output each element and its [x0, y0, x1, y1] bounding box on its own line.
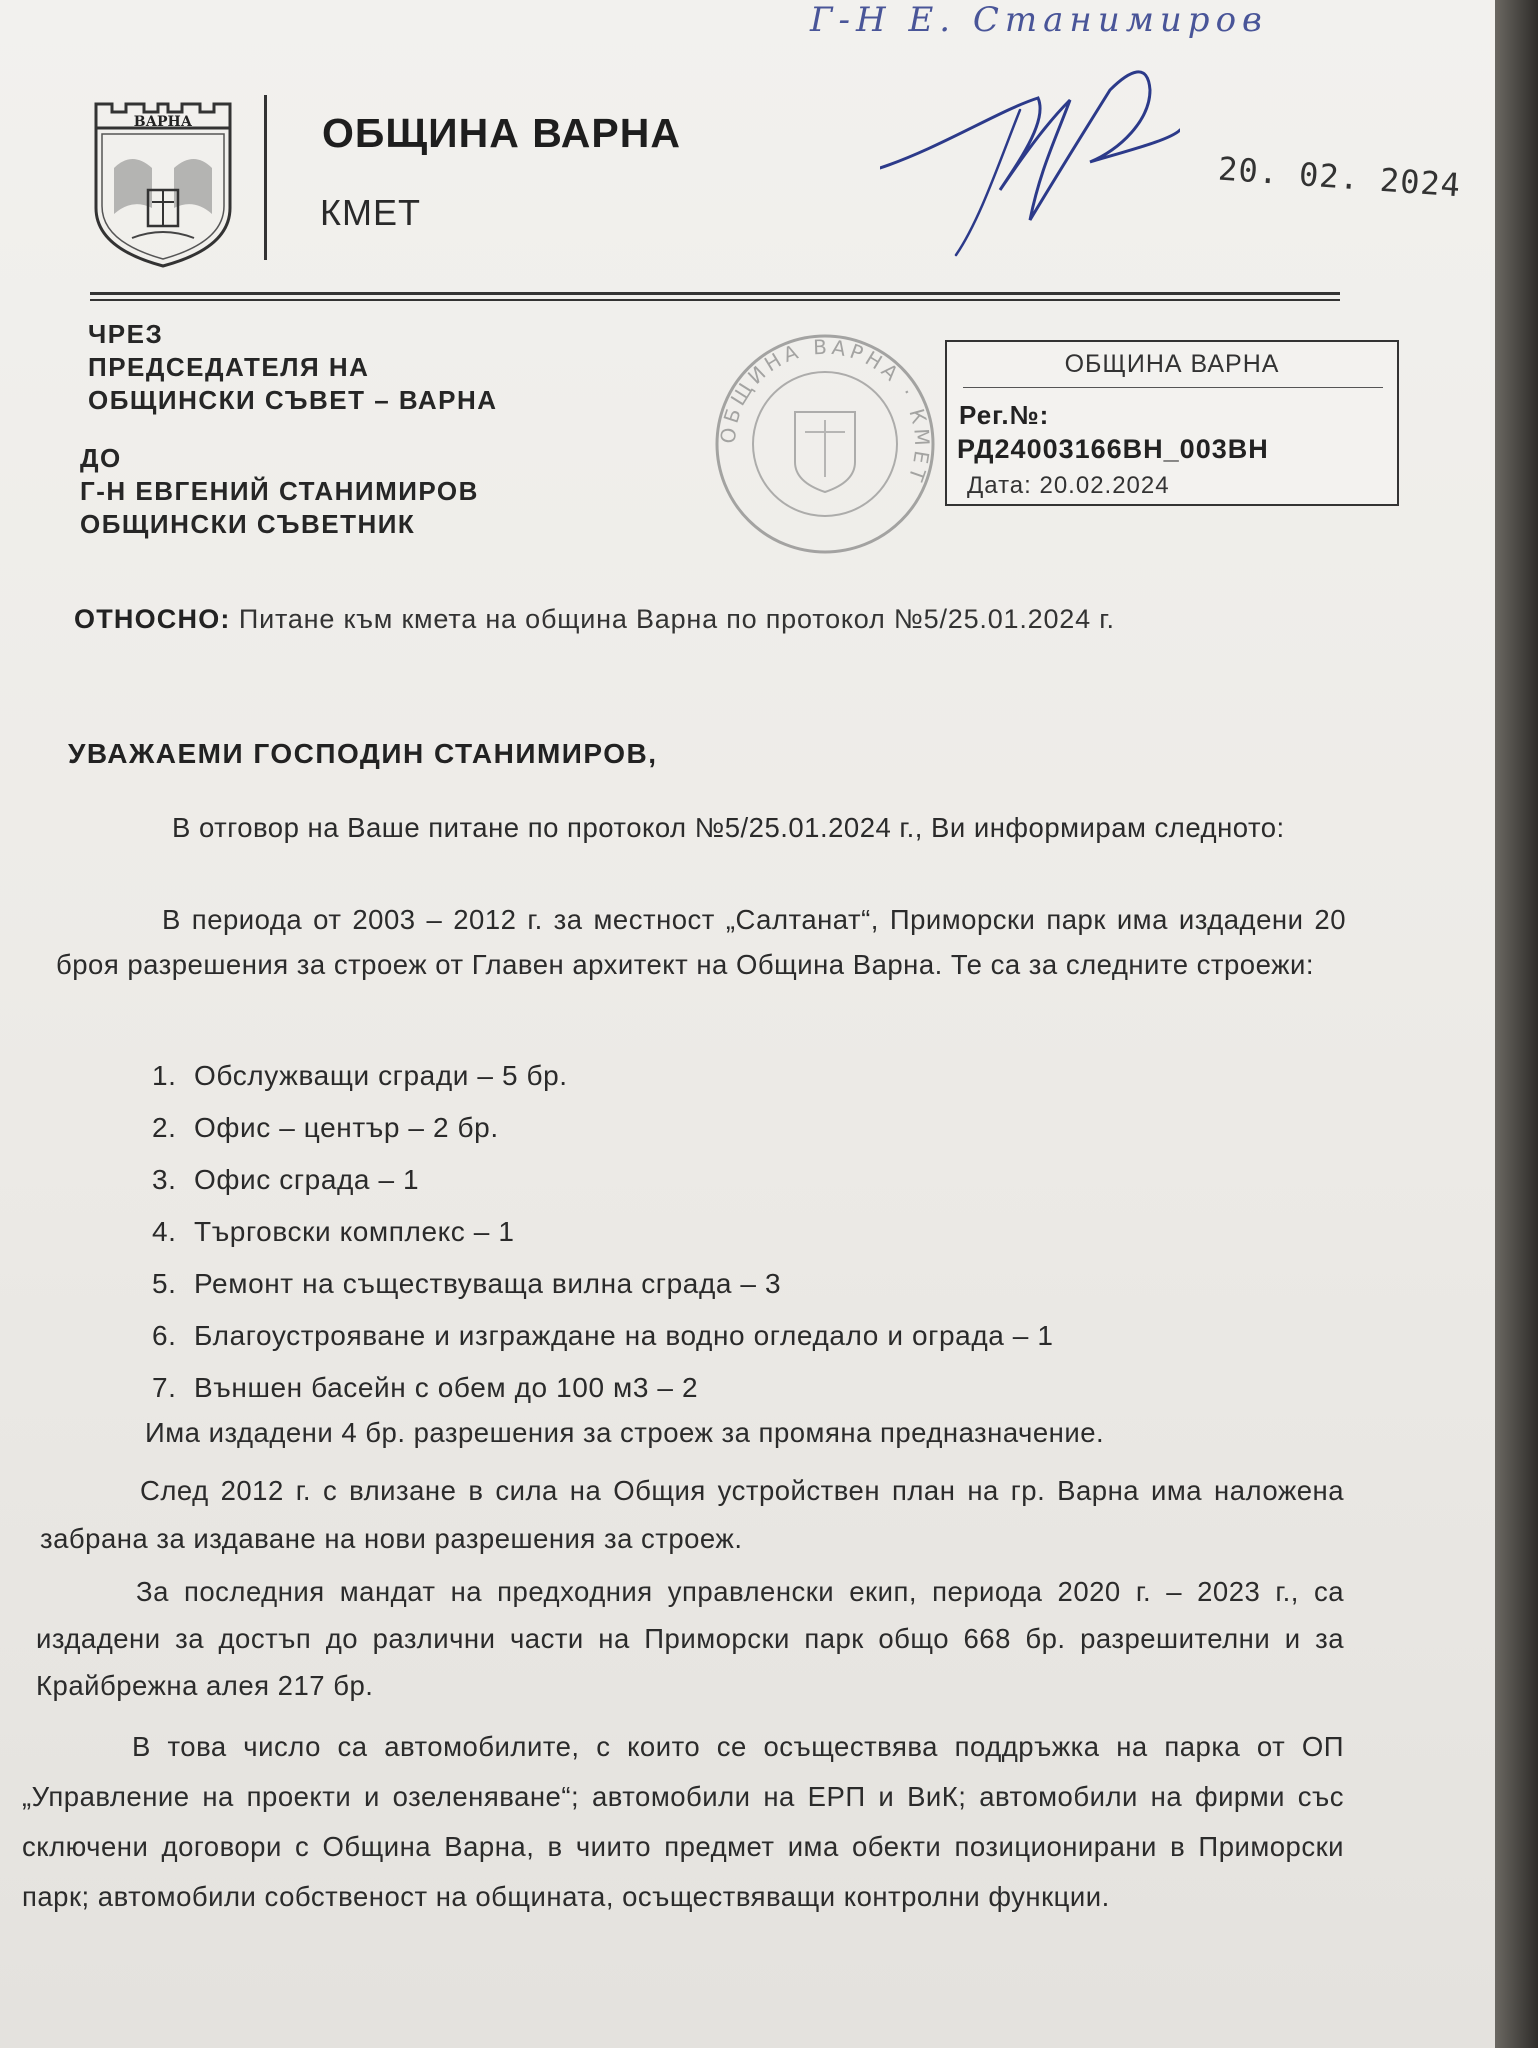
construction-list	[152, 1050, 1054, 1414]
org-name: ОБЩИНА ВАРНА	[322, 110, 681, 156]
list-number: 3.	[152, 1164, 177, 1195]
registration-divider	[963, 387, 1383, 388]
list-text: Офис – център – 2 бр.	[194, 1112, 499, 1143]
registration-number: РД24003166ВН_003ВН	[957, 434, 1269, 464]
list-number: 6.	[152, 1320, 177, 1351]
paragraph-5: За последния мандат на предходния управленски екип, периода 2020 г. – 2023 г., са издадени за достъп до различни части на Приморски парк общо 668 бр. разрешителни и за Крайбрежна алея 217 бр.	[36, 1576, 1344, 1701]
to-line: ОБЩИНСКИ СЪВЕТНИК	[80, 509, 416, 539]
to-block	[80, 442, 479, 541]
list-number: 2.	[152, 1112, 177, 1143]
photo-background-edge	[1495, 0, 1538, 2048]
list-item	[152, 1154, 1054, 1206]
registration-label: Рег.№:	[959, 400, 1050, 430]
registration-box	[945, 340, 1399, 506]
list-item	[152, 1050, 1054, 1102]
list-number: 7.	[152, 1372, 177, 1403]
subject-text: Питане към кмета на община Варна по протокол №5/25.01.2024 г.	[230, 604, 1115, 634]
greeting: УВАЖАЕМИ ГОСПОДИН СТАНИМИРОВ,	[68, 738, 658, 769]
paragraph-1: В отговор на Ваше питане по протокол №5/25.01.2024 г., Ви информирам следното:	[172, 812, 1285, 843]
via-line: ПРЕДСЕДАТЕЛЯ НА	[88, 352, 370, 382]
signature-date: 20. 02. 2024	[1216, 149, 1463, 205]
header-rule	[90, 292, 1340, 295]
list-item	[152, 1258, 1054, 1310]
subject-label: ОТНОСНО:	[74, 604, 231, 634]
org-subtitle: КМЕТ	[320, 192, 421, 233]
header-divider	[264, 95, 267, 260]
stamp-text: ОБЩИНА ВАРНА · КМЕТ	[715, 334, 935, 489]
round-stamp	[705, 332, 945, 557]
list-number: 4.	[152, 1216, 177, 1247]
via-block	[88, 318, 498, 417]
list-item	[152, 1102, 1054, 1154]
coat-label: ВАРНА	[133, 114, 193, 130]
list-text: Обслужващи сгради – 5 бр.	[194, 1060, 568, 1091]
paragraph-3: Има издадени 4 бр. разрешения за строеж за промяна предназначение.	[145, 1417, 1105, 1448]
to-line: Г-Н ЕВГЕНИЙ СТАНИМИРОВ	[80, 476, 479, 506]
handwritten-signature	[880, 50, 1180, 260]
paragraph-4: След 2012 г. с влизане в сила на Общия устройствен план на гр. Варна има наложена забрана за издаване на нови разрешения за строеж.	[40, 1475, 1344, 1554]
varna-coat-of-arms-icon	[92, 98, 234, 268]
list-text: Външен басейн с обем до 100 м3 – 2	[194, 1372, 699, 1403]
list-number: 5.	[152, 1268, 177, 1299]
list-item	[152, 1206, 1054, 1258]
list-text: Търговски комплекс – 1	[194, 1216, 515, 1247]
paragraph-2: В периода от 2003 – 2012 г. за местност „Салтанат“, Приморски парк има издадени 20 броя разрешения за строеж от Главен архитект на Община Варна. Те са за следните строежи:	[56, 904, 1346, 980]
list-text: Благоустрояване и изграждане на водно огледало и ограда – 1	[194, 1320, 1054, 1351]
via-line: ОБЩИНСКИ СЪВЕТ – ВАРНА	[88, 385, 498, 415]
subject-line	[74, 604, 1115, 635]
handwritten-note: Г-Н Е. Станимиров	[810, 0, 1268, 40]
paragraph-6: В това число са автомобилите, с които се осъществява поддръжка на парка от ОП „Управление на проекти и озеленяване“; автомобили на ЕРП и ВиК; автомобили на фирми със сключени договори с Община Варна, в чиито предмет има обекти позиционирани в Приморски парк; автомобили собственост на общината, осъществяващи контролни функции.	[22, 1731, 1344, 1912]
list-number: 1.	[152, 1060, 177, 1091]
registration-date: Дата: 20.02.2024	[967, 472, 1170, 499]
via-line: ЧРЕЗ	[88, 319, 164, 349]
list-text: Офис сграда – 1	[194, 1164, 420, 1195]
registration-title: ОБЩИНА ВАРНА	[1064, 350, 1280, 378]
list-text: Ремонт на съществуваща вилна сграда – 3	[194, 1268, 782, 1299]
header-rule-thin	[90, 299, 1340, 301]
to-line: ДО	[80, 443, 122, 473]
list-item	[152, 1362, 1054, 1414]
list-item	[152, 1310, 1054, 1362]
